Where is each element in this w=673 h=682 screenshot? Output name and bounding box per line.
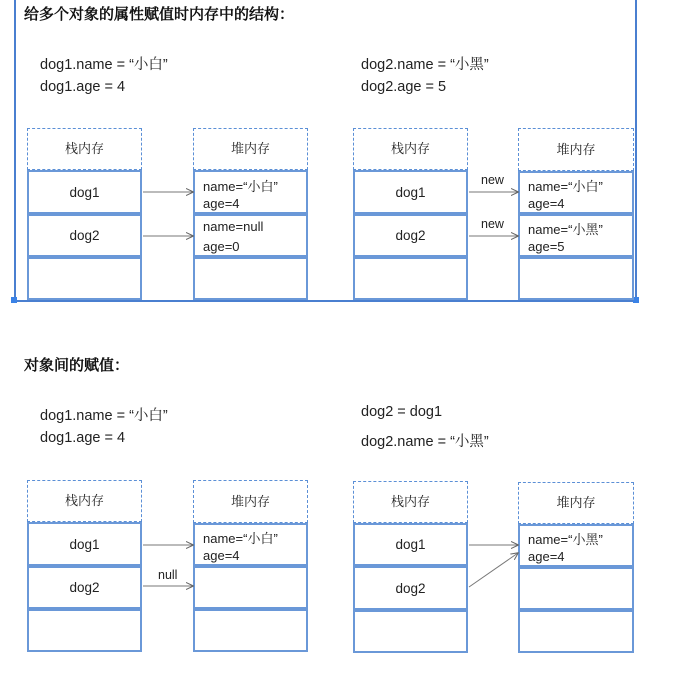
heap-cell-object1 bbox=[193, 170, 308, 214]
stack-memory-header: 栈内存 bbox=[27, 128, 142, 170]
heap-name-value: name=“小黑” bbox=[528, 222, 603, 237]
code-line: dog1.name = “小白” bbox=[40, 408, 168, 424]
stack-cell-empty bbox=[353, 610, 468, 653]
heap-name-value: name=“小白” bbox=[203, 179, 278, 194]
heap-cell-object1 bbox=[518, 171, 634, 214]
heap-age-value: age=4 bbox=[528, 549, 565, 564]
stack-cell-dog2: dog2 bbox=[27, 214, 142, 257]
heap-age-value: age=4 bbox=[203, 548, 240, 563]
stack-cell-dog1: dog1 bbox=[27, 170, 142, 214]
stack-cell-empty bbox=[27, 257, 142, 300]
stack-cell-dog1: dog1 bbox=[353, 170, 468, 214]
stack-memory-header: 栈内存 bbox=[27, 480, 142, 522]
heap-name-value: name=“小白” bbox=[528, 179, 603, 194]
stack-cell-dog2: dog2 bbox=[27, 566, 142, 609]
heap-cell-empty bbox=[193, 566, 308, 609]
code-line: dog2 = dog1 bbox=[361, 404, 443, 420]
stack-cell-dog1: dog1 bbox=[353, 523, 468, 566]
arrow-label-new: new bbox=[481, 173, 504, 187]
code-line: dog2.age = 5 bbox=[361, 79, 447, 95]
code-line: dog2.name = “小黑” bbox=[361, 434, 489, 450]
stack-cell-dog1: dog1 bbox=[27, 522, 142, 566]
heap-name-value: name=“小黑” bbox=[528, 532, 603, 547]
code-line: dog1.age = 4 bbox=[40, 79, 126, 95]
stack-cell-empty bbox=[353, 257, 468, 300]
heap-name-value: name=null bbox=[203, 219, 264, 234]
heap-cell-object2 bbox=[193, 214, 308, 257]
heap-cell-empty bbox=[193, 257, 308, 300]
heap-cell-empty bbox=[518, 567, 634, 610]
heap-cell-empty bbox=[518, 610, 634, 653]
code-line: dog1.age = 4 bbox=[40, 430, 126, 446]
heap-cell-empty bbox=[193, 609, 308, 652]
section2-heading: 对象间的赋值： bbox=[24, 356, 130, 374]
heap-age-value: age=5 bbox=[528, 239, 565, 254]
heap-memory-header: 堆内存 bbox=[518, 128, 634, 171]
reference-arrow-dog2 bbox=[469, 553, 518, 587]
selection-frame-right bbox=[635, 0, 637, 301]
heap-memory-header: 堆内存 bbox=[193, 480, 308, 523]
code-line: dog1.name = “小白” bbox=[40, 57, 168, 73]
stack-memory-header: 栈内存 bbox=[353, 128, 468, 170]
code-line: dog2.name = “小黑” bbox=[361, 57, 489, 73]
heap-age-value: age=4 bbox=[528, 196, 565, 211]
selection-frame-bottom bbox=[14, 300, 637, 302]
stack-memory-header: 栈内存 bbox=[353, 481, 468, 523]
selection-frame-left bbox=[14, 0, 16, 301]
stack-cell-dog2: dog2 bbox=[353, 566, 468, 610]
stack-cell-dog2: dog2 bbox=[353, 214, 468, 257]
heap-cell-object1 bbox=[193, 523, 308, 566]
section1-heading: 给多个对象的属性赋值时内存中的结构： bbox=[24, 5, 295, 23]
heap-cell-empty bbox=[518, 257, 634, 300]
heap-name-value: name=“小白” bbox=[203, 531, 278, 546]
heap-memory-header: 堆内存 bbox=[193, 128, 308, 170]
stack-cell-empty bbox=[27, 609, 142, 652]
arrow-label-null: null bbox=[158, 568, 178, 582]
heap-memory-header: 堆内存 bbox=[518, 482, 634, 524]
heap-cell-object1 bbox=[518, 524, 634, 567]
heap-age-value: age=4 bbox=[203, 196, 240, 211]
heap-cell-object2 bbox=[518, 214, 634, 257]
arrow-label-new: new bbox=[481, 217, 504, 231]
selection-handle-bottom-left[interactable] bbox=[11, 297, 17, 303]
heap-age-value: age=0 bbox=[203, 239, 240, 254]
